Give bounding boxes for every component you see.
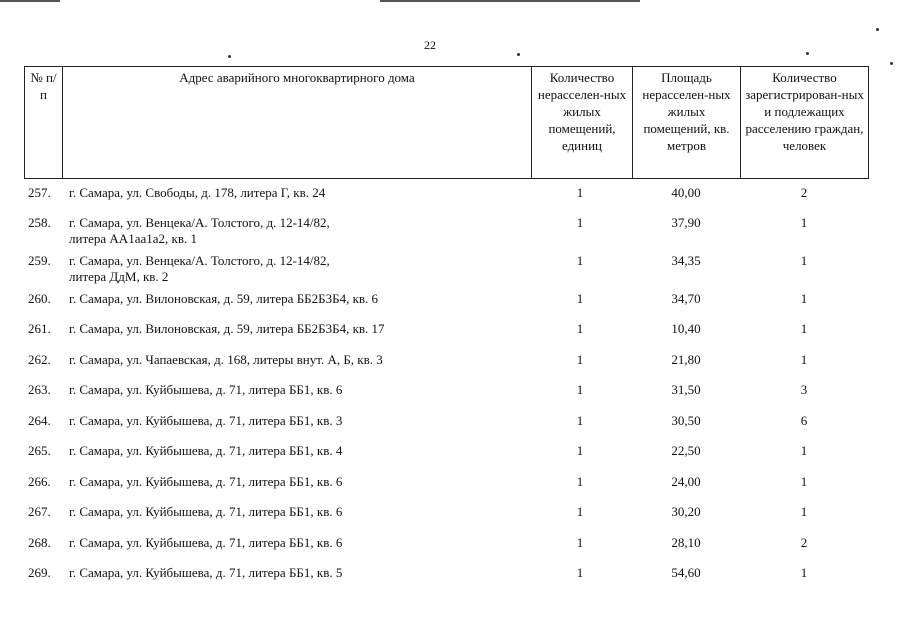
- row-count: 1: [576, 382, 584, 397]
- header-registered: Количество зарегистрирован-ных и подлежащих расселению граждан, человек: [741, 67, 869, 179]
- row-number: 258.: [28, 215, 51, 230]
- address-line: литера ДдМ, кв. 2: [69, 269, 169, 284]
- row-address: [69, 253, 529, 285]
- row-area: 10,40: [671, 321, 701, 336]
- row-address: [69, 474, 529, 490]
- row-count: 1: [576, 185, 584, 200]
- row-number: 260.: [28, 291, 51, 306]
- row-area: 34,35: [671, 253, 701, 268]
- row-count: 1: [576, 215, 584, 230]
- row-registered: 1: [800, 474, 808, 489]
- row-registered: 1: [800, 443, 808, 458]
- row-count: 1: [576, 504, 584, 519]
- address-line: г. Самара, ул. Вилоновская, д. 59, литера ББ2Б3Б4, кв. 6: [69, 291, 379, 306]
- header-count: Количество нерасселен-ных жилых помещений, единиц: [532, 67, 633, 179]
- row-registered: 1: [800, 215, 808, 230]
- row-registered: 1: [800, 253, 808, 268]
- row-address: [69, 413, 529, 429]
- scan-speck: [806, 52, 809, 55]
- row-area: 24,00: [671, 474, 701, 489]
- row-area: 31,50: [671, 382, 701, 397]
- row-number: 262.: [28, 352, 51, 367]
- row-area: 34,70: [671, 291, 701, 306]
- row-address: [69, 352, 529, 368]
- row-registered: 1: [800, 321, 808, 336]
- row-area: 21,80: [671, 352, 701, 367]
- address-line: г. Самара, ул. Куйбышева, д. 71, литера ББ1, кв. 6: [69, 504, 343, 519]
- row-area: 28,10: [671, 535, 701, 550]
- row-number: 269.: [28, 565, 51, 580]
- address-line: г. Самара, ул. Куйбышева, д. 71, литера ББ1, кв. 6: [69, 382, 343, 397]
- header-area: Площадь нерасселен-ных жилых помещений, кв. метров: [633, 67, 741, 179]
- row-address: [69, 321, 529, 337]
- row-number: 265.: [28, 443, 51, 458]
- scan-speck: [228, 55, 231, 58]
- row-area: 30,20: [671, 504, 701, 519]
- row-count: 1: [576, 443, 584, 458]
- row-number: 268.: [28, 535, 51, 550]
- row-count: 1: [576, 352, 584, 367]
- page-number: 22: [424, 38, 436, 52]
- row-area: 37,90: [671, 215, 701, 230]
- row-number: 266.: [28, 474, 51, 489]
- scan-edge-line: [380, 0, 640, 2]
- row-registered: 1: [800, 565, 808, 580]
- row-registered: 3: [800, 382, 808, 397]
- row-number: 264.: [28, 413, 51, 428]
- row-count: 1: [576, 535, 584, 550]
- row-number: 261.: [28, 321, 51, 336]
- address-line: г. Самара, ул. Венцека/А. Толстого, д. 12-14/82,: [69, 215, 330, 230]
- scan-speck: [890, 62, 893, 65]
- address-line: г. Самара, ул. Венцека/А. Толстого, д. 12-14/82,: [69, 253, 330, 268]
- row-count: 1: [576, 321, 584, 336]
- row-area: 22,50: [671, 443, 701, 458]
- address-line: литера АА1аа1а2, кв. 1: [69, 231, 197, 246]
- row-number: 257.: [28, 185, 51, 200]
- address-line: г. Самара, ул. Куйбышева, д. 71, литера ББ1, кв. 4: [69, 443, 343, 458]
- address-line: г. Самара, ул. Куйбышева, д. 71, литера ББ1, кв. 5: [69, 565, 343, 580]
- table-header: [24, 66, 869, 179]
- row-address: [69, 291, 529, 307]
- row-registered: 2: [800, 535, 808, 550]
- row-address: [69, 565, 529, 581]
- row-count: 1: [576, 413, 584, 428]
- row-registered: 1: [800, 352, 808, 367]
- row-count: 1: [576, 253, 584, 268]
- row-address: [69, 382, 529, 398]
- row-count: 1: [576, 565, 584, 580]
- address-line: г. Самара, ул. Куйбышева, д. 71, литера ББ1, кв. 3: [69, 413, 343, 428]
- row-address: [69, 185, 529, 201]
- scan-edge-line: [0, 0, 60, 2]
- row-registered: 6: [800, 413, 808, 428]
- row-area: 40,00: [671, 185, 701, 200]
- row-area: 54,60: [671, 565, 701, 580]
- row-address: [69, 215, 529, 247]
- row-count: 1: [576, 291, 584, 306]
- address-line: г. Самара, ул. Куйбышева, д. 71, литера ББ1, кв. 6: [69, 535, 343, 550]
- row-address: [69, 443, 529, 459]
- header-num: № п/п: [25, 67, 63, 179]
- row-address: [69, 535, 529, 551]
- address-line: г. Самара, ул. Куйбышева, д. 71, литера ББ1, кв. 6: [69, 474, 343, 489]
- row-number: 263.: [28, 382, 51, 397]
- row-count: 1: [576, 474, 584, 489]
- address-line: г. Самара, ул. Свободы, д. 178, литера Г, кв. 24: [69, 185, 326, 200]
- row-registered: 1: [800, 504, 808, 519]
- row-address: [69, 504, 529, 520]
- row-registered: 2: [800, 185, 808, 200]
- row-number: 267.: [28, 504, 51, 519]
- row-registered: 1: [800, 291, 808, 306]
- row-area: 30,50: [671, 413, 701, 428]
- header-address: Адрес аварийного многоквартирного дома: [63, 67, 532, 179]
- scan-speck: [876, 28, 879, 31]
- address-line: г. Самара, ул. Вилоновская, д. 59, литера ББ2Б3Б4, кв. 17: [69, 321, 385, 336]
- address-line: г. Самара, ул. Чапаевская, д. 168, литеры внут. А, Б, кв. 3: [69, 352, 383, 367]
- row-number: 259.: [28, 253, 51, 268]
- scan-speck: [517, 53, 520, 56]
